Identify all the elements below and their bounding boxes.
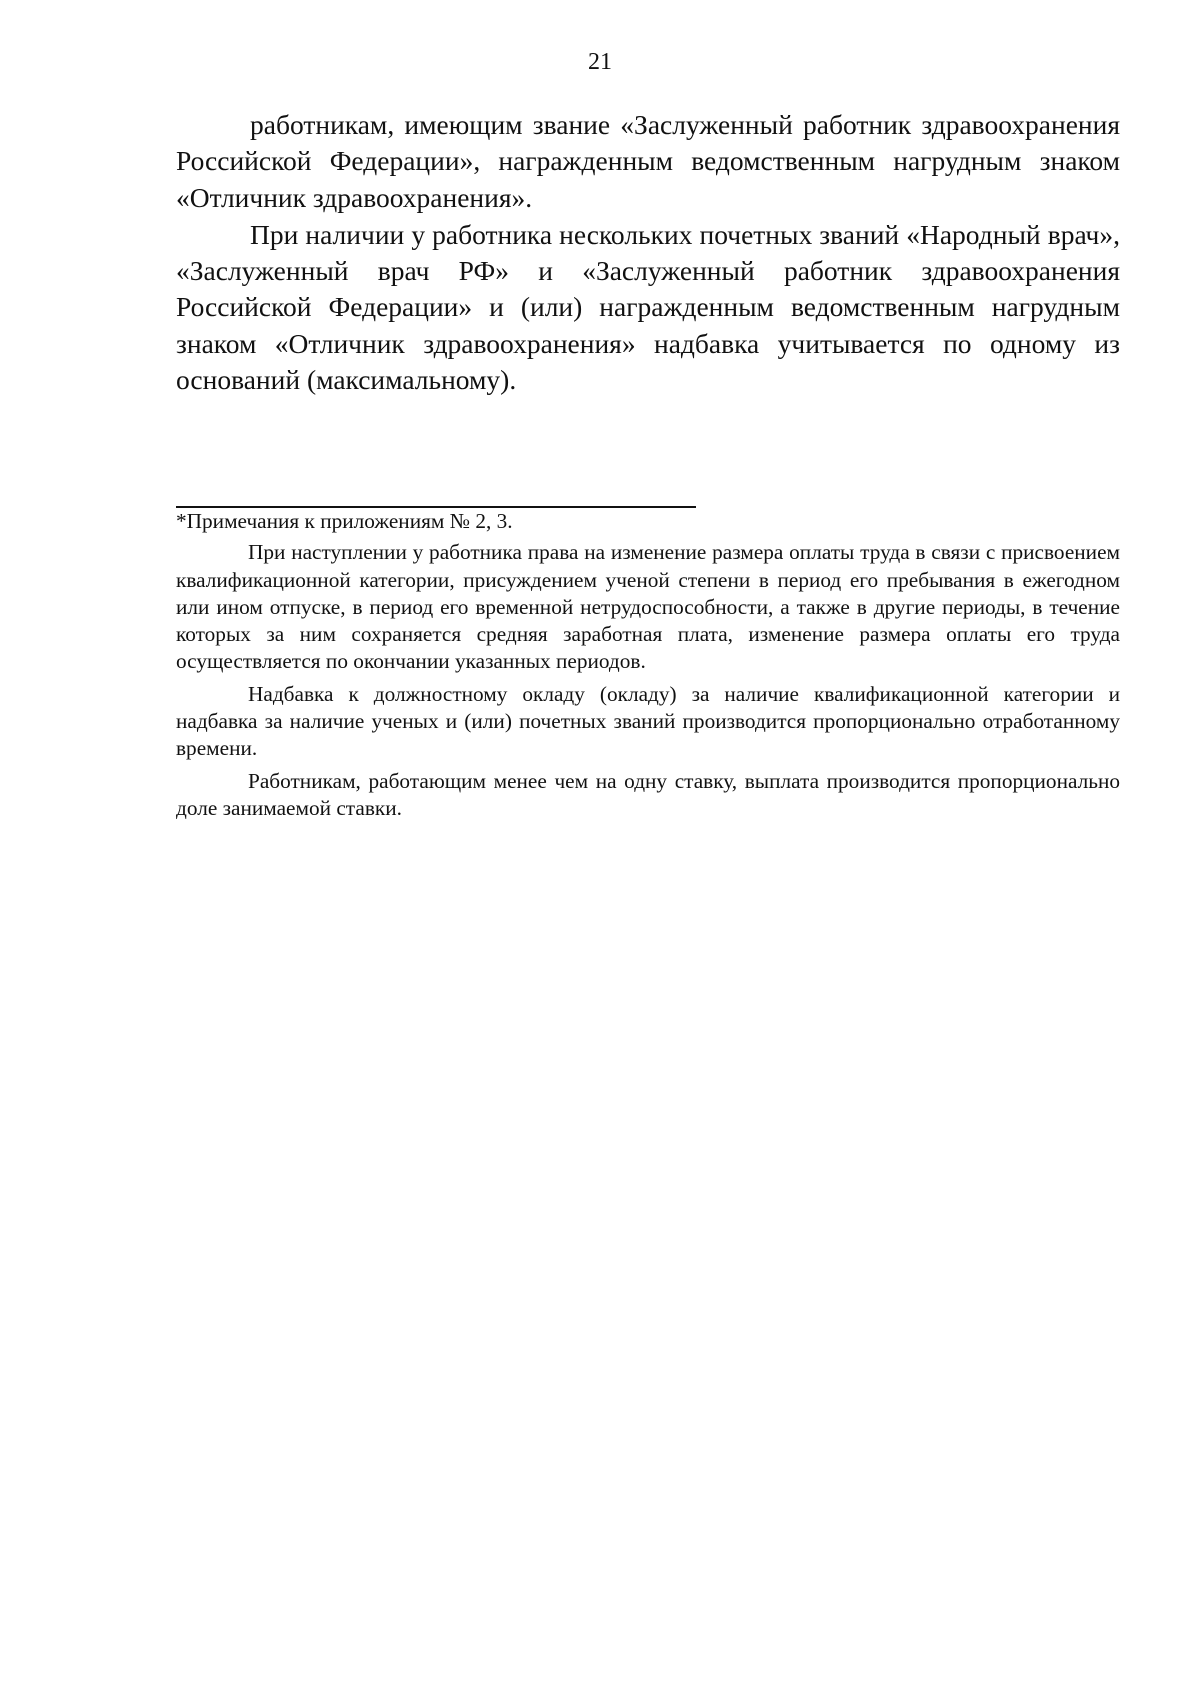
footnotes-section	[176, 508, 1120, 822]
footnote-title: *Примечания к приложениям № 2, 3.	[176, 509, 513, 533]
footnote-paragraph-rights-change: При наступлении у работника права на изменение размера оплаты труда в связи с присвоением квалификационной категории, присуждением ученой степени в период его пребывания в ежегодном или ином отпуске, в период его временной нетрудоспособности, а также в другие периоды, в течение которых за ним сохраняется средняя заработная плата, изменение размера оплаты его труда осуществляется по окончании указанных периодов.	[176, 540, 1120, 674]
main-paragraph-continued: работникам, имеющим звание «Заслуженный работник здравоохранения Российской Федерации», награжденным ведомственным нагрудным знаком «Отличник здравоохранения».	[176, 109, 1120, 213]
main-paragraph-multiple-titles: При наличии у работника нескольких почетных званий «Народный врач», «Заслуженный врач РФ» и «Заслуженный работник здравоохранения Российской Федерации» и (или) награжденным ведомственным нагрудным знаком «Отличник здравоохранения» надбавка учитывается по одному из оснований (максимальному).	[176, 218, 1120, 396]
main-text	[176, 107, 1120, 398]
footnote-paragraph-allowance-proportional: Надбавка к должностному окладу (окладу) за наличие квалификационной категории и надбавка за наличие ученых и (или) почетных званий производится пропорционально отработанному времени.	[176, 681, 1120, 761]
page-number: 21	[588, 49, 612, 75]
footnote-paragraph-part-time-rate: Работникам, работающим менее чем на одну ставку, выплата производится пропорционально доле занимаемой ставки.	[176, 768, 1120, 820]
